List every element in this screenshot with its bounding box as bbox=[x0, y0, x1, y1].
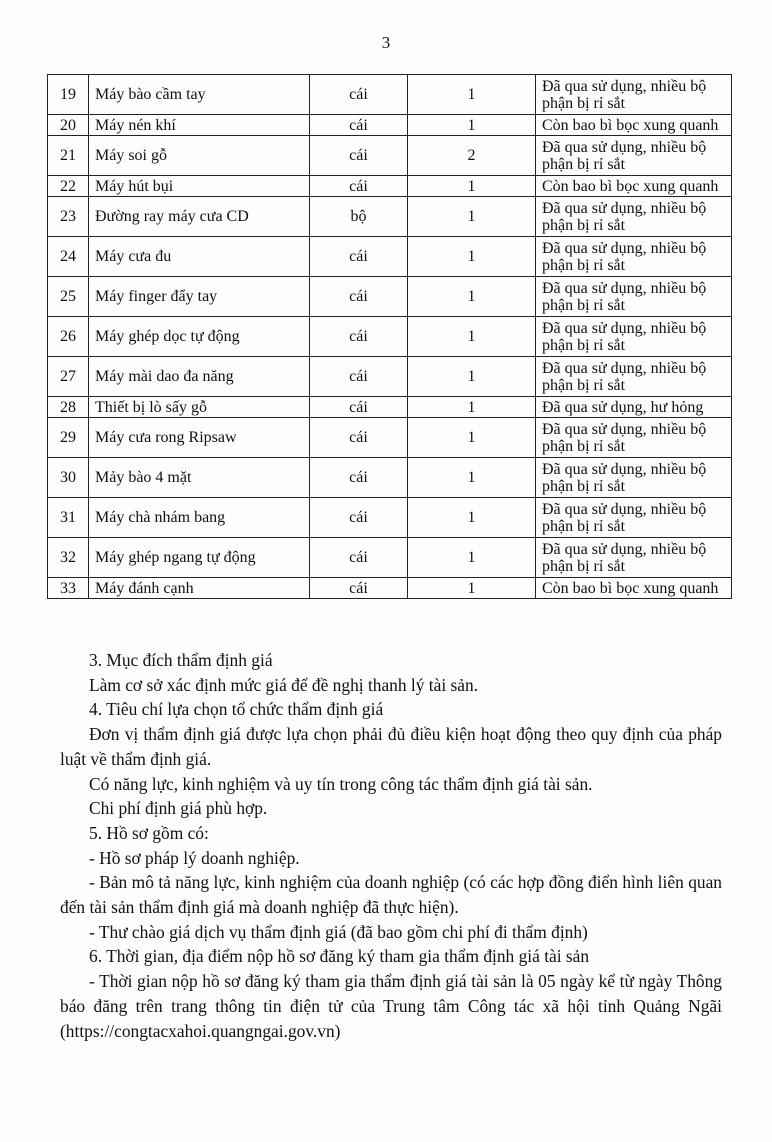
asset-name: Máy nén khí bbox=[89, 115, 310, 136]
row-number: 32 bbox=[48, 538, 89, 578]
asset-unit: cái bbox=[310, 397, 408, 418]
asset-name: Máy cưa rong Ripsaw bbox=[89, 418, 310, 458]
asset-unit: cái bbox=[310, 136, 408, 176]
table-row bbox=[48, 136, 732, 176]
paragraph: 6. Thời gian, địa điểm nộp hồ sơ đăng ký tham gia thẩm định giá tài sản bbox=[89, 946, 590, 967]
asset-status: Đã qua sử dụng, hư hỏng bbox=[536, 397, 732, 418]
table-row bbox=[48, 176, 732, 197]
asset-name: Máy chà nhám bang bbox=[89, 498, 310, 538]
asset-name: Máy ghép dọc tự động bbox=[89, 317, 310, 357]
row-number: 24 bbox=[48, 237, 89, 277]
asset-status: Còn bao bì bọc xung quanh bbox=[536, 176, 732, 197]
asset-quantity: 1 bbox=[408, 197, 536, 237]
asset-name: Mảy bào 4 mặt bbox=[89, 458, 310, 498]
asset-status: Đã qua sử dụng, nhiều bộ phận bị rỉ sắt bbox=[536, 458, 732, 498]
asset-quantity: 1 bbox=[408, 277, 536, 317]
asset-status: Đã qua sử dụng, nhiều bộ phận bị rỉ sắt bbox=[536, 418, 732, 458]
row-number: 20 bbox=[48, 115, 89, 136]
row-number: 25 bbox=[48, 277, 89, 317]
asset-quantity: 1 bbox=[408, 115, 536, 136]
asset-status: Đã qua sử dụng, nhiều bộ phận bị rỉ sắt bbox=[536, 75, 732, 115]
asset-status: Đã qua sử dụng, nhiều bộ phận bị rỉ sắt bbox=[536, 498, 732, 538]
asset-table bbox=[47, 74, 732, 599]
asset-status: Đã qua sử dụng, nhiều bộ phận bị rỉ sắt bbox=[536, 538, 732, 578]
asset-quantity: 1 bbox=[408, 578, 536, 599]
asset-unit: cái bbox=[310, 458, 408, 498]
row-number: 19 bbox=[48, 75, 89, 115]
asset-status: Đã qua sử dụng, nhiều bộ phận bị rỉ sắt bbox=[536, 237, 732, 277]
row-number: 27 bbox=[48, 357, 89, 397]
asset-name: Máy hút bụi bbox=[89, 176, 310, 197]
paragraph: 3. Mục đích thẩm định giá bbox=[89, 650, 273, 670]
asset-name: Máy ghép ngang tự động bbox=[89, 538, 310, 578]
paragraph: - Bản mô tả năng lực, kinh nghiệm của doanh nghiệp (có các hợp đồng điển hình liên quan đến tài sản thẩm định giá mà doanh nghiệp đã thực hiện). bbox=[60, 872, 722, 918]
asset-unit: cái bbox=[310, 578, 408, 599]
asset-unit: bộ bbox=[310, 197, 408, 237]
asset-unit: cái bbox=[310, 75, 408, 115]
paragraph: 5. Hồ sơ gồm có: bbox=[89, 822, 209, 843]
table-row bbox=[48, 237, 732, 277]
asset-quantity: 1 bbox=[408, 75, 536, 115]
table-row bbox=[48, 357, 732, 397]
table-row bbox=[48, 277, 732, 317]
asset-quantity: 2 bbox=[408, 136, 536, 176]
table-row bbox=[48, 498, 732, 538]
asset-quantity: 1 bbox=[408, 176, 536, 197]
asset-status: Còn bao bì bọc xung quanh bbox=[536, 115, 732, 136]
row-number: 23 bbox=[48, 197, 89, 237]
asset-unit: cái bbox=[310, 237, 408, 277]
table-row bbox=[48, 578, 732, 599]
asset-quantity: 1 bbox=[408, 538, 536, 578]
asset-quantity: 1 bbox=[408, 418, 536, 458]
asset-name: Đường ray máy cưa CD bbox=[89, 197, 310, 237]
asset-quantity: 1 bbox=[408, 237, 536, 277]
asset-status: Đã qua sử dụng, nhiều bộ phận bị rỉ sắt bbox=[536, 357, 732, 397]
row-number: 21 bbox=[48, 136, 89, 176]
row-number: 30 bbox=[48, 458, 89, 498]
table-row bbox=[48, 197, 732, 237]
asset-quantity: 1 bbox=[408, 397, 536, 418]
asset-unit: cái bbox=[310, 115, 408, 136]
row-number: 26 bbox=[48, 317, 89, 357]
asset-name: Máy mài dao đa năng bbox=[89, 357, 310, 397]
paragraph: Làm cơ sở xác định mức giá để đề nghị thanh lý tài sản. bbox=[89, 674, 479, 695]
asset-status: Đã qua sử dụng, nhiều bộ phận bị rỉ sắt bbox=[536, 317, 732, 357]
table-row bbox=[48, 115, 732, 136]
asset-unit: cái bbox=[310, 176, 408, 197]
asset-quantity: 1 bbox=[408, 458, 536, 498]
asset-quantity: 1 bbox=[408, 498, 536, 538]
asset-status: Đã qua sử dụng, nhiều bộ phận bị rỉ sắt bbox=[536, 136, 732, 176]
asset-name: Máy finger đẩy tay bbox=[89, 277, 310, 317]
row-number: 33 bbox=[48, 578, 89, 599]
asset-table-body bbox=[48, 75, 732, 599]
asset-unit: cái bbox=[310, 498, 408, 538]
asset-name: Máy đánh cạnh bbox=[89, 578, 310, 599]
page-number: 3 bbox=[381, 33, 391, 52]
asset-unit: cái bbox=[310, 418, 408, 458]
asset-unit: cái bbox=[310, 538, 408, 578]
paragraph: Đơn vị thẩm định giá được lựa chọn phải đủ điều kiện hoạt động theo quy định của pháp luật về thẩm định giá. bbox=[60, 724, 722, 769]
row-number: 28 bbox=[48, 397, 89, 418]
row-number: 22 bbox=[48, 176, 89, 197]
paragraph: - Thời gian nộp hồ sơ đăng ký tham gia thẩm định giá tài sản là 05 ngày kể từ ngày Thông báo đăng trên trang thông tin điện tử của Trung tâm Công tác xã hội tỉnh Quảng Ngãi (https://congtacxahoi.quangngai.gov.vn) bbox=[60, 971, 722, 1041]
asset-unit: cái bbox=[310, 317, 408, 357]
table-row bbox=[48, 397, 732, 418]
table-row bbox=[48, 317, 732, 357]
table-row bbox=[48, 458, 732, 498]
asset-status: Đã qua sử dụng, nhiều bộ phận bị rỉ sắt bbox=[536, 197, 732, 237]
asset-status: Còn bao bì bọc xung quanh bbox=[536, 578, 732, 599]
asset-name: Thiết bị lò sấy gỗ bbox=[89, 397, 310, 418]
paragraph: Có năng lực, kinh nghiệm và uy tín trong công tác thẩm định giá tài sản. bbox=[89, 773, 593, 794]
asset-quantity: 1 bbox=[408, 317, 536, 357]
asset-status: Đã qua sử dụng, nhiều bộ phận bị rỉ sắt bbox=[536, 277, 732, 317]
asset-name: Máy soi gỗ bbox=[89, 136, 310, 176]
paragraph: 4. Tiêu chí lựa chọn tổ chức thẩm định giá bbox=[89, 699, 384, 720]
asset-unit: cái bbox=[310, 357, 408, 397]
asset-quantity: 1 bbox=[408, 357, 536, 397]
paragraph: - Thư chào giá dịch vụ thẩm định giá (đã bao gồm chi phí đi thẩm định) bbox=[89, 921, 588, 942]
row-number: 29 bbox=[48, 418, 89, 458]
row-number: 31 bbox=[48, 498, 89, 538]
asset-unit: cái bbox=[310, 277, 408, 317]
paragraph: - Hồ sơ pháp lý doanh nghiệp. bbox=[89, 847, 300, 868]
table-row bbox=[48, 538, 732, 578]
paragraph: Chi phí định giá phù hợp. bbox=[89, 798, 268, 819]
table-row bbox=[48, 418, 732, 458]
asset-name: Máy bào cầm tay bbox=[89, 75, 310, 115]
table-row bbox=[48, 75, 732, 115]
asset-name: Máy cưa đu bbox=[89, 237, 310, 277]
body-text bbox=[60, 648, 722, 1043]
